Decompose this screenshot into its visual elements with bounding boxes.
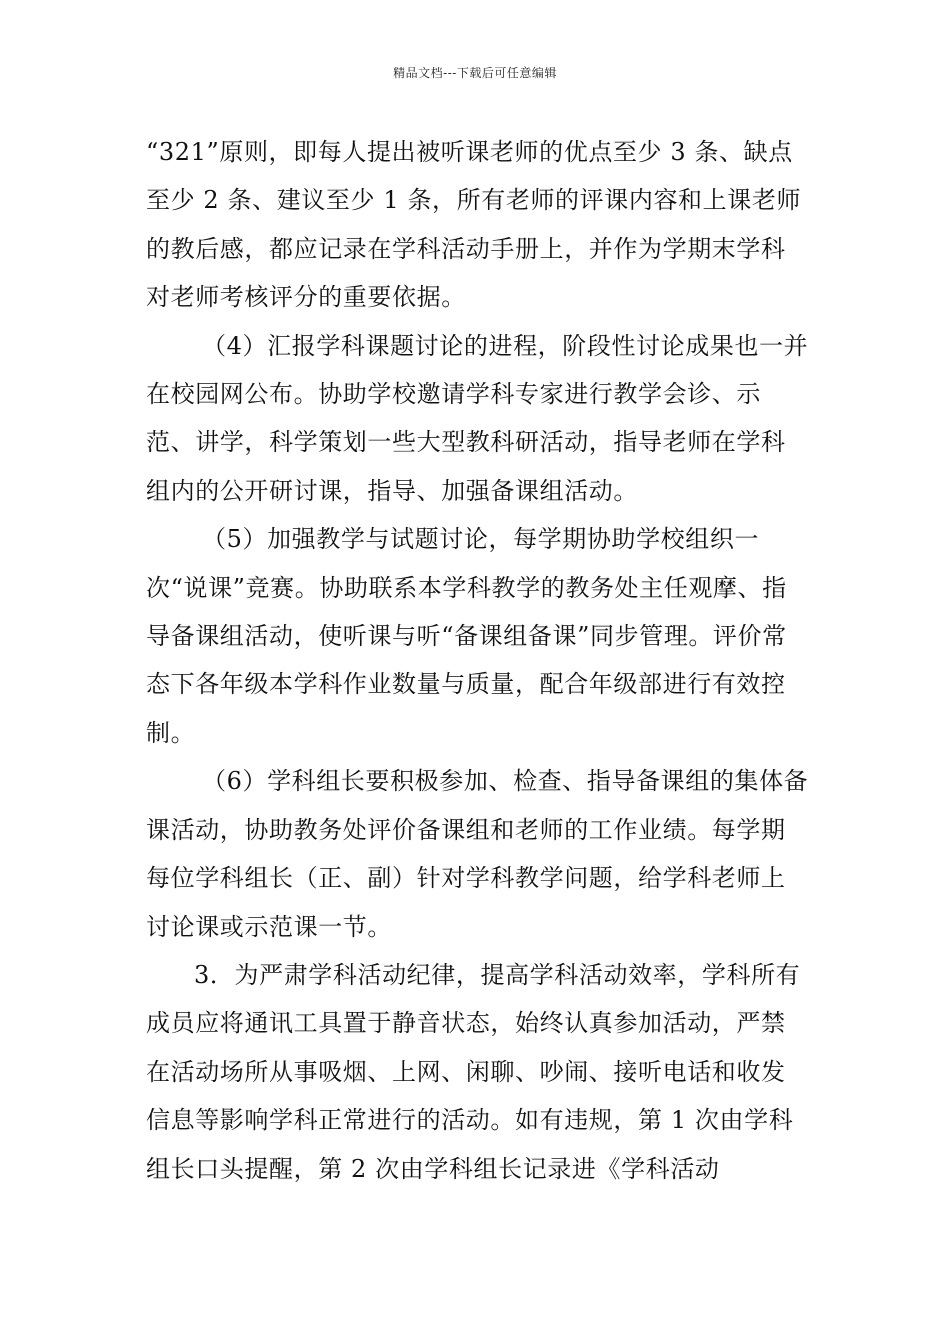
paragraph-item-6: （6）学科组长要积极参加、检查、指导备课组的集体备课活动，协助教务处评价备课组和老师的工作业绩。每学期每位学科组长（正、副）针对学科教学问题，给学科老师上讨论课或示范课一节。	[146, 767, 809, 941]
paragraph-321-principle: “321”原则，即每人提出被听课老师的优点至少 3 条、缺点至少 2 条、建议至少 1 条，所有老师的评课内容和上课老师的教后感，都应记录在学科活动手册上，并作为学期末学科对老师考核评分的重要依据。	[146, 138, 802, 312]
document-body	[146, 128, 810, 1193]
paragraph-item-4: （4）汇报学科课题讨论的进程，阶段性讨论成果也一并在校园网公布。协助学校邀请学科专家进行教学会诊、示范、讲学，科学策划一些大型教科研活动，指导老师在学科组内的公开研讨课，指导、加强备课组活动。	[146, 331, 809, 505]
paragraph-item-3-discipline: 3．为严肃学科活动纪律，提高学科活动效率，学科所有成员应将通讯工具置于静音状态，始终认真参加活动，严禁在活动场所从事吸烟、上网、闲聊、吵闹、接听电话和收发信息等影响学科正常进行的活动。如有违规，第 1 次由学科组长口头提醒，第 2 次由学科组长记录进《学科活动	[146, 960, 801, 1183]
page-header: 精品文档---下载后可任意编辑	[393, 66, 557, 80]
paragraph-item-5: （5）加强教学与试题讨论，每学期协助学校组织一次“说课”竞赛。协助联系本学科教学的教务处主任观摩、指导备课组活动，使听课与听“备课组备课”同步管理。评价常态下各年级本学科作业数量与质量，配合年级部进行有效控制。	[146, 525, 787, 747]
